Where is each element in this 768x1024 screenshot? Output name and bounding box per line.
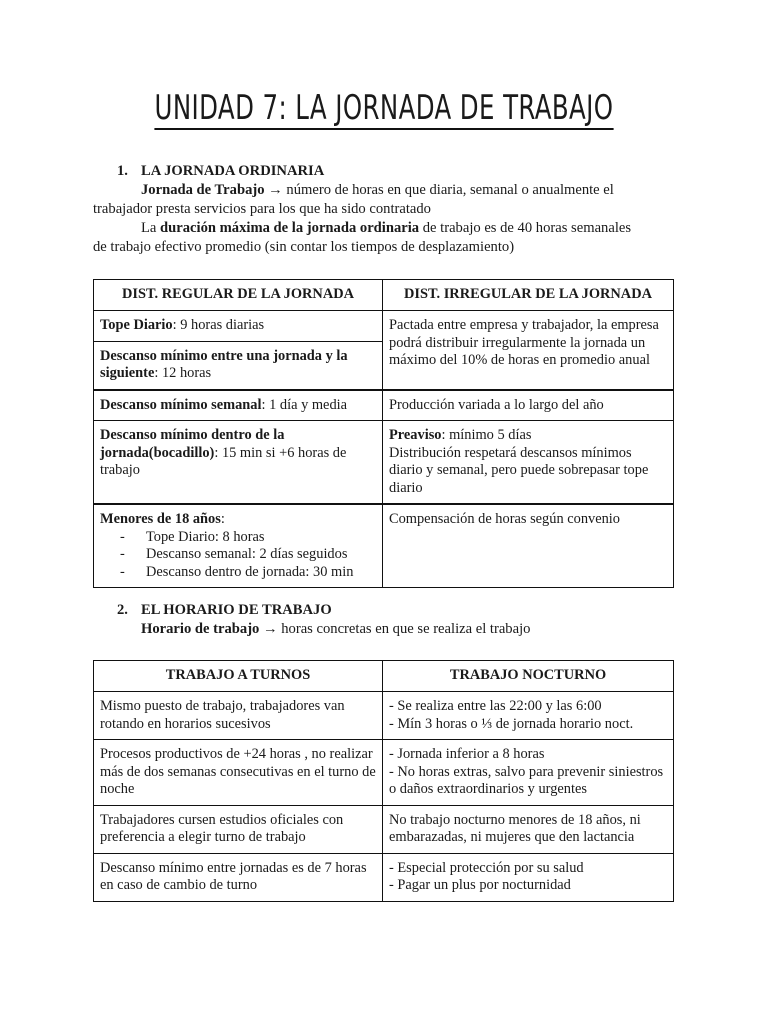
table-cell: - Se realiza entre las 22:00 y las 6:00 - Mín 3 horas o ⅓ de jornada horario noct. xyxy=(383,692,674,740)
minors-list xyxy=(100,529,376,582)
table-cell: Descanso mínimo entre jornadas es de 7 horas en caso de cambio de turno xyxy=(94,853,383,901)
section-2-paragraph-1: Horario de trabajo → horas concretas en que se realiza el trabajo xyxy=(141,621,531,637)
page-title-text: UNIDAD 7: LA JORNADA DE TRABAJO xyxy=(154,88,614,128)
table-row xyxy=(94,390,674,421)
table-row xyxy=(94,421,674,505)
list-item: - Descanso dentro de jornada: 30 min xyxy=(120,564,376,582)
section-1-heading xyxy=(93,162,675,181)
table-cell: Compensación de horas según convenio xyxy=(383,504,674,588)
section-1-paragraph-2-cont: de trabajo efectivo promedio (sin contar los tiempos de desplazamiento) xyxy=(93,239,515,255)
section-1-title: LA JORNADA ORDINARIA xyxy=(141,163,325,179)
section-2-heading xyxy=(93,601,675,620)
table-cell: Descanso mínimo dentro de la jornada(bocadillo): 15 min si +6 horas de trabajo xyxy=(94,421,383,505)
section-2-number: 2. xyxy=(117,602,128,618)
table-2-header-turnos: TRABAJO A TURNOS xyxy=(94,661,383,692)
section-horario-trabajo xyxy=(93,601,675,639)
table-cell: Menores de 18 años: - Tope Diario: 8 horas - Descanso semanal: 2 días seguidos - Descanso dentro de jornada: 30 min xyxy=(94,504,383,588)
table-cell: Procesos productivos de +24 horas , no realizar más de dos semanas consecutivas en el turno de noche xyxy=(94,740,383,806)
table-turnos-nocturno xyxy=(93,660,674,902)
table-2-header-row xyxy=(94,661,674,692)
table-cell: No trabajo nocturno menores de 18 años, ni embarazadas, ni mujeres que den lactancia xyxy=(383,805,674,853)
table-cell: Descanso mínimo entre una jornada y la siguiente: 12 horas xyxy=(94,341,383,390)
table-cell: Preaviso: mínimo 5 días Distribución respetará descansos mínimos diario y semanal, pero puede sobrepasar tope diario xyxy=(383,421,674,505)
table-cell: - Especial protección por su salud - Pagar un plus por nocturnidad xyxy=(383,853,674,901)
table-cell: Mismo puesto de trabajo, trabajadores van rotando en horarios sucesivos xyxy=(94,692,383,740)
list-item: - Tope Diario: 8 horas xyxy=(120,529,376,547)
table-cell: Tope Diario: 9 horas diarias xyxy=(94,311,383,342)
term-horario-de-trabajo: Horario de trabajo xyxy=(141,621,260,637)
table-1-header-irregular: DIST. IRREGULAR DE LA JORNADA xyxy=(383,280,674,311)
section-1-number: 1. xyxy=(117,163,128,179)
table-1-header-row xyxy=(94,280,674,311)
section-1-paragraph-2: La duración máxima de la jornada ordinaria de trabajo es de 40 horas semanales xyxy=(141,220,632,236)
list-item: - Descanso semanal: 2 días seguidos xyxy=(120,546,376,564)
section-jornada-ordinaria xyxy=(93,162,675,257)
table-cell: Descanso mínimo semanal: 1 día y media xyxy=(94,390,383,421)
table-row xyxy=(94,311,674,342)
table-cell: - Jornada inferior a 8 horas - No horas extras, salvo para prevenir siniestros o daños extraordinarios y urgentes xyxy=(383,740,674,806)
section-2-title: EL HORARIO DE TRABAJO xyxy=(141,602,332,618)
table-cell: Pactada entre empresa y trabajador, la empresa podrá distribuir irregularmente la jornada un máximo del 10% de horas en promedio anual xyxy=(383,311,674,390)
table-distribucion-jornada xyxy=(93,279,674,588)
term-duracion-maxima: duración máxima de la jornada ordinaria xyxy=(160,220,420,236)
table-row xyxy=(94,805,674,853)
section-1-paragraph-1-cont: trabajador presta servicios para los que ha sido contratado xyxy=(93,201,431,217)
table-cell: Trabajadores cursen estudios oficiales con preferencia a elegir turno de trabajo xyxy=(94,805,383,853)
table-row xyxy=(94,504,674,588)
section-1-paragraph-1: Jornada de Trabajo → número de horas en que diaria, semanal o anualmente el xyxy=(141,182,614,198)
table-row xyxy=(94,853,674,901)
table-row xyxy=(94,692,674,740)
page-title xyxy=(77,88,691,128)
table-2-header-nocturno: TRABAJO NOCTURNO xyxy=(383,661,674,692)
table-cell: Producción variada a lo largo del año xyxy=(383,390,674,421)
term-jornada-de-trabajo: Jornada de Trabajo xyxy=(141,182,265,198)
table-1-header-regular: DIST. REGULAR DE LA JORNADA xyxy=(94,280,383,311)
table-row xyxy=(94,740,674,806)
